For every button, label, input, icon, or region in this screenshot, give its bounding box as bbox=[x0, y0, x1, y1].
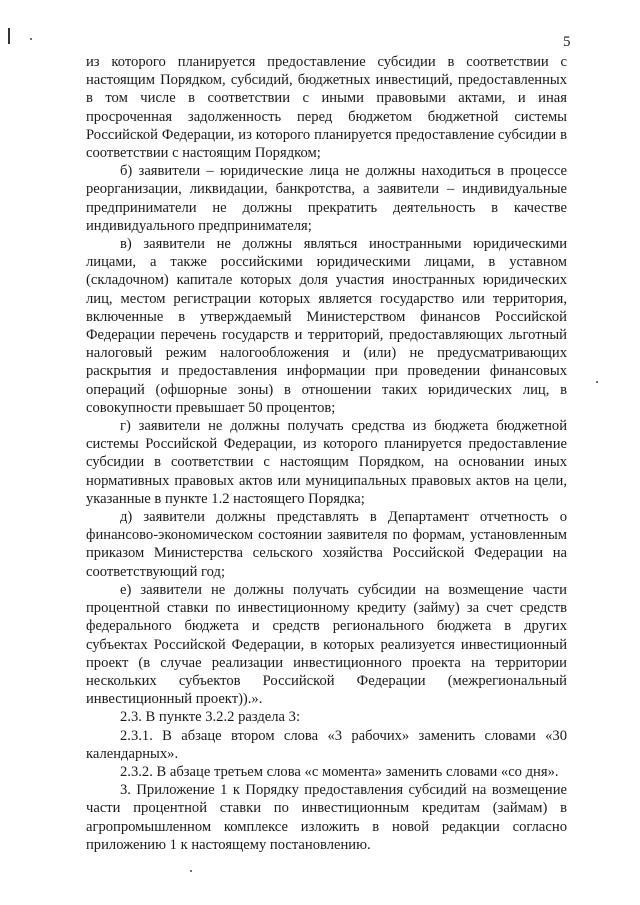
paragraph-2-3-1: 2.3.1. В абзаце втором слова «3 рабочих» заменить словами «30 календарных». bbox=[86, 727, 567, 762]
scan-margin-mark bbox=[8, 28, 10, 44]
paragraph-v: в) заявители не должны являться иностранными юридическими лицами, а также российскими юридическими лицами, в уставном (складочном) капитале которых доля участия иностранных юридических лиц, местом регистрации которых является государство или территория, включенные в утверждаемый Министерством финансов Российской Федерации перечень государств и территорий, предоставляющих льготный налоговый режим налогообложения и (или) не предусматривающих раскрытия и предоставления информации при проведении финансовых операций (офшорные зоны) в отношении таких юридических лиц, в совокупности превышает 50 процентов; bbox=[86, 236, 567, 416]
paragraph-2-3: 2.3. В пункте 3.2.2 раздела 3: bbox=[120, 709, 301, 726]
scan-speck bbox=[30, 38, 32, 40]
scan-speck bbox=[596, 381, 598, 383]
paragraph-e: е) заявители не должны получать субсидии на возмещение части процентной ставки по инвестиционному кредиту (займу) за счет средств федерального бюджета и средств регионального бюджета в других субъектах Российской Федерации, в которых реализуется инвестиционный проект (в случае реализации инвестиционного проекта на территории нескольких субъектов Российской Федерации (межрегиональный инвестиционный проект)).». bbox=[86, 581, 567, 708]
document-body bbox=[86, 53, 567, 854]
paragraph-b: б) заявители – юридические лица не должны находиться в процессе реорганизации, ликвидации, банкротства, а заявители – индивидуальные предприниматели не должны прекратить деятельность в качестве индивидуального предпринимателя; bbox=[86, 163, 567, 234]
paragraph-g: г) заявители не должны получать средства из бюджета бюджетной системы Российской Федерации, из которого планируется предоставление субсидии в соответствии с настоящим Порядком, на основании иных нормативных правовых актов или муниципальных правовых актов на цели, указанные в пункте 1.2 настоящего Порядка; bbox=[86, 418, 567, 507]
paragraph-2-3-2: 2.3.2. В абзаце третьем слова «с момента» заменить словами «со дня». bbox=[120, 763, 559, 780]
paragraph-a-continued: из которого планируется предоставление субсидии в соответствии с настоящим Порядком, субсидий, бюджетных инвестиций, предоставленных в том числе в соответствии с иными правовыми актами, и иная просроченная задолженность перед бюджетом бюджетной системы Российской Федерации, из которого планируется предоставление субсидии в соответствии с настоящим Порядком; bbox=[86, 54, 567, 162]
scan-speck bbox=[190, 870, 192, 872]
page-number: 5 bbox=[563, 34, 571, 50]
paragraph-3: 3. Приложение 1 к Порядку предоставления субсидий на возмещение части процентной ставки по инвестиционным кредитам (займам) в агропромышленном комплексе изложить в новой редакции согласно приложению 1 к настоящему постановлению. bbox=[86, 782, 567, 853]
paragraph-d: д) заявители должны представлять в Департамент отчетность о финансово-экономическом состоянии заявителя по формам, установленным приказом Министерства сельского хозяйства Российской Федерации на соответствующий год; bbox=[86, 509, 567, 580]
